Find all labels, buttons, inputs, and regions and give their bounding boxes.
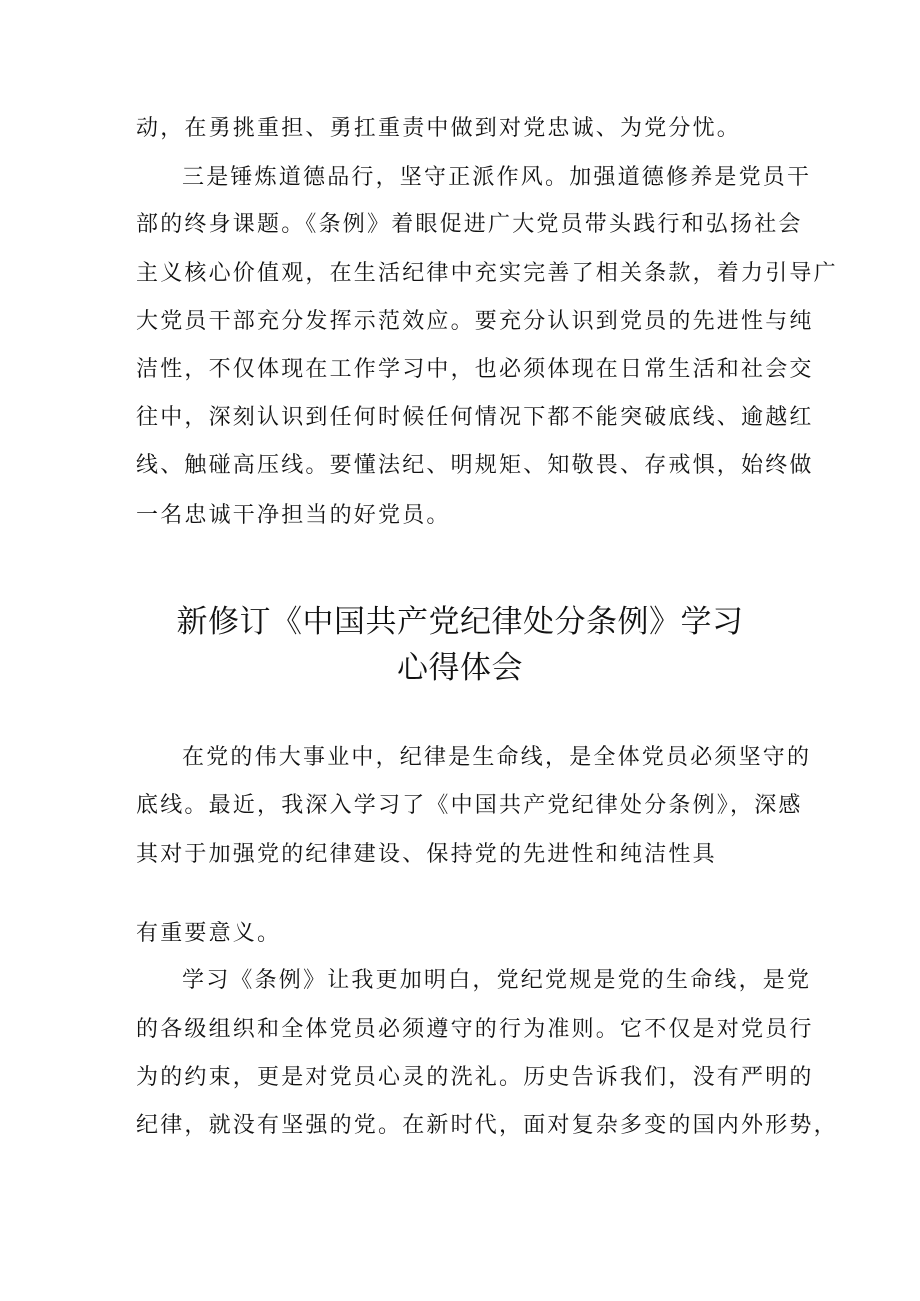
paragraph-line: 底线。最近，我深入学习了《中国共产党纪律处分条例》，深感 (136, 793, 803, 818)
paragraph-line: 一名忠诚干净担当的好党员。 (136, 503, 451, 528)
paragraph-line: 部的终身课题。《条例》着眼促进广大党员带头践行和弘扬社会 (136, 212, 803, 237)
paragraph-line: 的各级组织和全体党员必须遵守的行为准则。它不仅是对党员行 (136, 1017, 814, 1042)
paragraph-line: 为的约束，更是对党员心灵的洗礼。历史告诉我们，没有严明的 (136, 1065, 814, 1090)
paragraph-line: 三是锤炼道德品行，坚守正派作风。加强道德修养是党员干 (182, 165, 812, 190)
paragraph-line: 洁性，不仅体现在工作学习中，也必须体现在日常生活和社会交 (136, 357, 814, 382)
paragraph-line: 学习《条例》让我更加明白，党纪党规是党的生命线，是党 (182, 968, 812, 993)
paragraph-line: 线、触碰高压线。要懂法纪、明规矩、知敬畏、存戒惧，始终做 (136, 453, 814, 478)
paragraph-line: 在党的伟大事业中，纪律是生命线，是全体党员必须坚守的 (182, 745, 812, 770)
paragraph-line: 动，在勇挑重担、勇扛重责中做到对党忠诚、为党分忧。 (136, 116, 742, 141)
paragraph-line: 大党员干部充分发挥示范效应。要充分认识到党员的先进性与纯 (136, 309, 814, 334)
article-title-line-2: 心得体会 (397, 650, 523, 686)
paragraph-line: 主义核心价值观，在生活纪律中充实完善了相关条款，着力引导广 (136, 261, 838, 286)
paragraph-line: 有重要意义。 (136, 921, 282, 946)
paragraph-line: 纪律，就没有坚强的党。在新时代，面对复杂多变的国内外形势， (136, 1113, 838, 1138)
paragraph-line: 往中，深刻认识到任何时候任何情况下都不能突破底线、逾越红 (136, 405, 814, 430)
article-title-line-1: 新修订《中国共产党纪律处分条例》学习 (176, 604, 744, 640)
paragraph-line: 其对于加强党的纪律建设、保持党的先进性和纯洁性具 (136, 842, 717, 867)
